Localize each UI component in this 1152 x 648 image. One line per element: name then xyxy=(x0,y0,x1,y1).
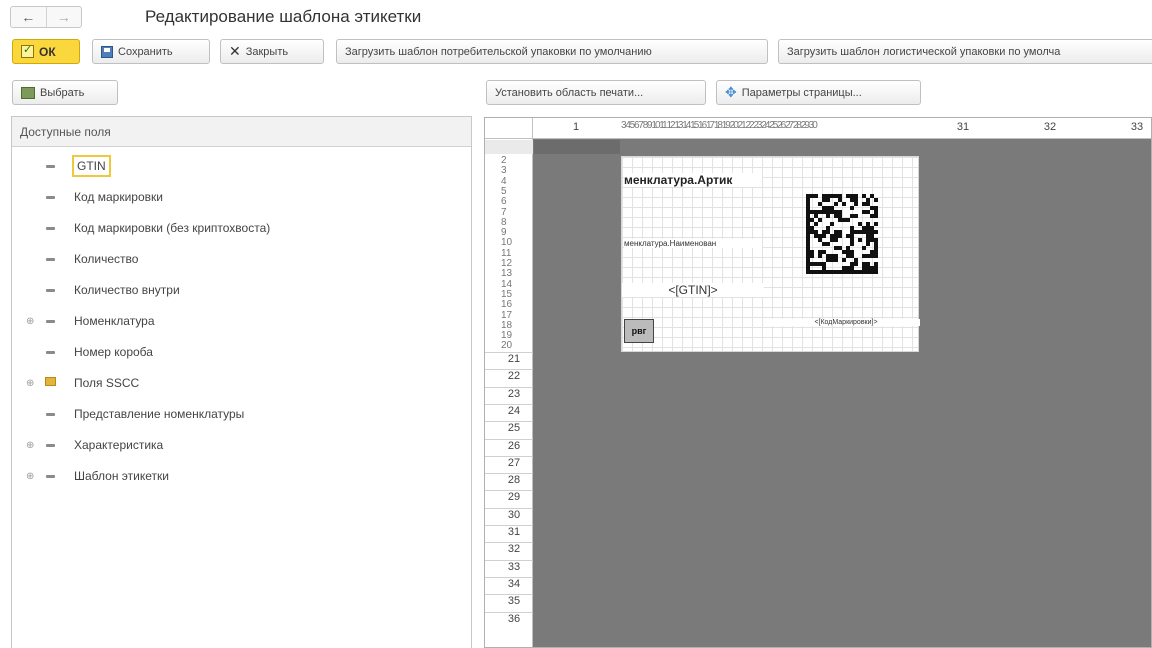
forward-arrow-icon: → xyxy=(56,9,71,25)
row-header[interactable]: 36 xyxy=(507,612,521,625)
row-header-compressed: 17 xyxy=(501,309,513,321)
save-button[interactable] xyxy=(92,39,210,64)
row-header-compressed: 8 xyxy=(501,216,507,228)
row-header-compressed: 5 xyxy=(501,185,507,197)
row-header[interactable]: 27 xyxy=(507,456,521,469)
load-consumer-template-button[interactable] xyxy=(336,39,768,64)
row-divider xyxy=(485,542,533,543)
row-divider xyxy=(485,490,533,491)
tree-item-label: Количество внутри xyxy=(74,283,180,297)
row-header[interactable]: 28 xyxy=(507,474,521,487)
row-header-compressed: 19 xyxy=(501,330,513,342)
row-header-compressed: 4 xyxy=(501,175,507,187)
ok-check-icon xyxy=(21,45,34,58)
row-header[interactable]: 21 xyxy=(507,353,521,365)
available-fields-panel xyxy=(11,116,472,648)
command-bar xyxy=(0,38,1152,66)
tree-item[interactable] xyxy=(12,434,462,456)
row-header-compressed: 7 xyxy=(501,206,507,218)
ok-button[interactable] xyxy=(12,39,80,64)
field-icon xyxy=(46,413,55,416)
row-header-compressed: 18 xyxy=(501,319,513,331)
close-icon: ✕ xyxy=(229,43,241,59)
row-header[interactable]: 26 xyxy=(507,439,521,452)
expand-icon[interactable]: ⊕ xyxy=(26,377,35,389)
field-icon xyxy=(46,320,55,323)
field-icon xyxy=(46,165,55,168)
forward-button[interactable] xyxy=(46,7,82,27)
navigation-buttons xyxy=(10,6,82,28)
column-header-bar xyxy=(485,118,1152,139)
row-divider xyxy=(485,387,533,388)
label-designer-sheet[interactable] xyxy=(484,117,1152,648)
folder-icon xyxy=(45,377,56,386)
window-title: Редактирование шаблона этикетки xyxy=(145,7,422,26)
available-fields-header: Доступные поля xyxy=(12,117,471,147)
tree-item[interactable] xyxy=(12,186,462,208)
tree-item-label: Характеристика xyxy=(74,438,164,452)
page-parameters-label: Параметры страницы... xyxy=(741,86,862,99)
sheet-corner xyxy=(485,118,533,139)
tree-item-label: Поля SSCC xyxy=(74,376,140,390)
row-header[interactable]: 29 xyxy=(507,491,521,504)
ok-button-label: ОК xyxy=(39,44,56,59)
close-button[interactable] xyxy=(220,39,324,64)
choose-button[interactable] xyxy=(12,80,118,105)
save-button-label: Сохранить xyxy=(118,45,173,58)
tree-item[interactable] xyxy=(12,279,462,301)
field-icon xyxy=(46,196,55,199)
row-divider xyxy=(485,421,533,422)
choose-icon xyxy=(21,87,35,99)
expand-icon[interactable]: ⊕ xyxy=(26,439,35,451)
row-divider xyxy=(485,508,533,509)
row-header[interactable]: 33 xyxy=(507,560,521,573)
tree-item-label: Представление номенклатуры xyxy=(74,407,245,421)
row-header[interactable]: 30 xyxy=(507,508,521,521)
load-logistic-template-button[interactable] xyxy=(778,39,1152,64)
tree-item[interactable] xyxy=(12,372,462,394)
page-parameters-button[interactable] xyxy=(716,80,921,105)
row-divider xyxy=(485,456,533,457)
field-icon xyxy=(46,475,55,478)
tree-item[interactable] xyxy=(12,310,462,332)
tree-item-label: Код маркировки (без криптохвоста) xyxy=(74,221,271,235)
close-button-label: Закрыть xyxy=(245,45,289,58)
column-header[interactable]: 33 xyxy=(1130,121,1144,133)
title-bar xyxy=(0,0,1152,36)
tree-item-label: Номер короба xyxy=(74,345,153,359)
row-header-compressed: 14 xyxy=(501,278,513,290)
gtin-field[interactable]: <[GTIN]> xyxy=(622,283,764,297)
row-header[interactable]: 34 xyxy=(507,577,521,590)
expand-icon[interactable]: ⊕ xyxy=(26,315,35,327)
row-header[interactable]: 32 xyxy=(507,543,521,556)
row-header[interactable]: 35 xyxy=(507,595,521,608)
tree-item-label: Номенклатура xyxy=(74,314,155,328)
back-button[interactable] xyxy=(11,7,46,27)
tree-item[interactable] xyxy=(12,341,462,363)
page-settings-icon: ✥ xyxy=(725,84,737,100)
row-header-compressed: 3 xyxy=(501,165,507,177)
selected-cell[interactable] xyxy=(534,140,620,154)
small-box-field[interactable]: рвг xyxy=(624,319,654,343)
marking-code-field[interactable]: <[КодМаркировки]> xyxy=(772,319,920,326)
row-divider xyxy=(485,594,533,595)
row-header-compressed: 9 xyxy=(501,227,507,239)
row-header-compressed: 2 xyxy=(501,155,507,166)
row-header-compressed: 20 xyxy=(501,340,513,352)
tree-item-label: Код маркировки xyxy=(74,190,163,204)
column-header[interactable]: 31 xyxy=(956,121,970,133)
column-header[interactable]: 1 xyxy=(572,121,580,133)
field-icon xyxy=(46,227,55,230)
row-divider xyxy=(485,560,533,561)
name-field[interactable]: менклатура.Наименован xyxy=(624,239,762,248)
row-header-compressed: 13 xyxy=(501,268,513,280)
row-header-compressed: 10 xyxy=(501,237,513,249)
tree-item-label: Шаблон этикетки xyxy=(74,469,169,483)
load-consumer-template-label: Загрузить шаблон потребительской упаковки по умолчанию xyxy=(345,45,652,58)
tree-item[interactable] xyxy=(12,248,462,270)
article-field[interactable]: менклатура.Артик xyxy=(624,173,762,187)
field-icon xyxy=(46,289,55,292)
set-print-area-label: Установить область печати... xyxy=(495,86,644,99)
row-header[interactable]: 23 xyxy=(507,387,521,400)
datamatrix-code-icon[interactable] xyxy=(806,193,878,275)
row-header-compressed: 12 xyxy=(501,258,513,269)
row-divider xyxy=(485,577,533,578)
choose-button-label: Выбрать xyxy=(40,86,85,99)
load-logistic-template-label: Загрузить шаблон логистической упаковки по умолча xyxy=(787,45,1061,58)
tree-item-label: GTIN xyxy=(72,155,111,177)
tree-item-label: Количество xyxy=(74,252,139,266)
row-header-compressed: 16 xyxy=(501,299,513,311)
row-divider xyxy=(485,612,533,613)
floppy-disk-icon xyxy=(101,46,113,58)
row-header-compressed: 11 xyxy=(501,247,512,259)
row-divider xyxy=(485,404,533,405)
set-print-area-button[interactable] xyxy=(486,80,706,105)
row-divider xyxy=(485,439,533,440)
selected-row-header xyxy=(485,140,533,154)
field-icon xyxy=(46,351,55,354)
row-divider xyxy=(485,525,533,526)
row-header-compressed: 6 xyxy=(501,196,507,208)
expand-icon[interactable]: ⊕ xyxy=(26,470,35,482)
row-header-compressed: 15 xyxy=(501,288,513,300)
field-icon xyxy=(46,444,55,447)
row-divider xyxy=(485,369,533,370)
row-header[interactable]: 24 xyxy=(507,404,521,417)
field-icon xyxy=(46,258,55,261)
tree-item[interactable] xyxy=(12,155,462,177)
back-arrow-icon: ← xyxy=(21,9,36,25)
row-header-bar xyxy=(485,118,533,648)
tree-item[interactable] xyxy=(12,403,462,425)
tree-item[interactable] xyxy=(12,465,462,487)
column-header[interactable]: 32 xyxy=(1043,121,1057,133)
tree-item[interactable] xyxy=(12,217,462,239)
row-header[interactable]: 31 xyxy=(507,526,521,538)
row-divider xyxy=(485,352,533,353)
row-header[interactable]: 25 xyxy=(507,422,521,435)
row-divider xyxy=(485,473,533,474)
label-template[interactable] xyxy=(621,156,919,352)
row-header[interactable]: 22 xyxy=(507,370,521,383)
column-header-compressed: 3 4 5 6 7 8 9 10 11 12 13 14 15 16 17 18 19 20 21 22 23 24 25 26 27 28 29 30 xyxy=(621,120,816,131)
